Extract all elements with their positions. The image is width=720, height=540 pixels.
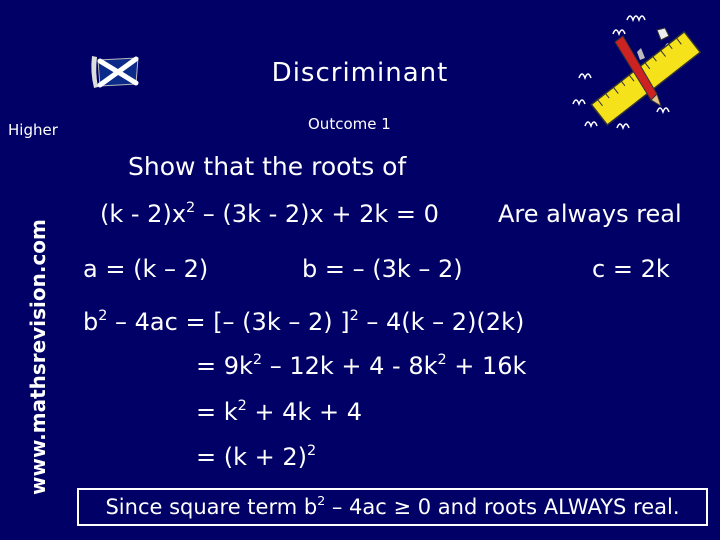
ruler-pencil-clipart-icon bbox=[565, 8, 705, 142]
working-line-1: $b^2 - 4ac$ = [– (3k – 2) ]$^2$ – 4(k – 2)(2k) bbox=[83, 307, 525, 336]
page-title: Discriminant bbox=[271, 58, 449, 88]
working-line-4: = $(k + 2)^2$ bbox=[196, 442, 317, 471]
working-line-3: = $k^2 + 4k + 4$ bbox=[196, 397, 362, 426]
coefficient-a: a = (k – 2) bbox=[83, 255, 209, 283]
conclusion-box: Since square term $b^2 - 4ac \ge 0$ and roots ALWAYS real. bbox=[77, 488, 708, 526]
coefficient-b: b = – (3k – 2) bbox=[302, 255, 463, 283]
claim-text: Are always real bbox=[498, 200, 682, 228]
website-label: www.mathsrevision.com bbox=[26, 219, 50, 495]
coefficient-c: c = 2k bbox=[592, 255, 670, 283]
quadratic-equation: $(k - 2)x^2 - (3k - 2)x + 2k = 0$ bbox=[100, 199, 439, 228]
question-prompt: Show that the roots of bbox=[128, 152, 407, 181]
level-label: Higher bbox=[8, 121, 58, 139]
outcome-label: Outcome 1 bbox=[308, 115, 391, 133]
working-line-2: = $9k^2 - 12k + 4 - 8k^2 + 16k$ bbox=[196, 351, 527, 380]
